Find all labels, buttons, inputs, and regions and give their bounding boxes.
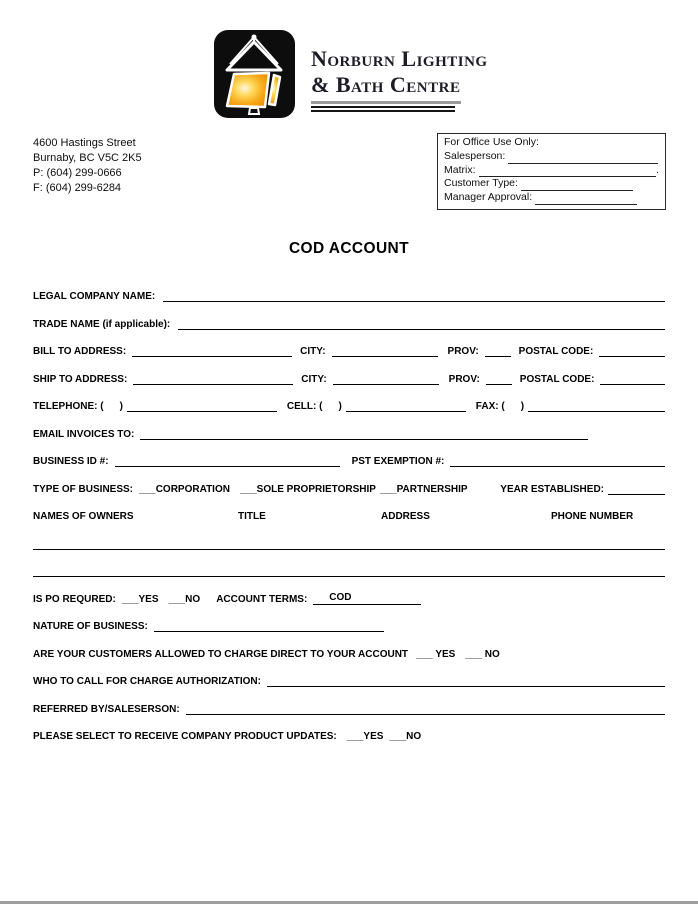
referred-by-row xyxy=(33,701,665,715)
lantern-icon xyxy=(214,30,295,118)
po-no-option[interactable]: ___NO xyxy=(168,593,201,605)
customer-type-field[interactable] xyxy=(521,179,633,191)
legal-name-field[interactable] xyxy=(163,289,665,302)
salesperson-label: Salesperson: xyxy=(444,149,506,162)
ship-to-row xyxy=(33,371,665,385)
business-id-label: BUSINESS ID #: xyxy=(33,456,109,467)
legal-name-label: LEGAL COMPANY NAME: xyxy=(33,291,156,302)
trade-name-row xyxy=(33,316,665,330)
email-row xyxy=(33,426,665,440)
manager-approval-field[interactable] xyxy=(535,193,637,205)
charge-direct-row xyxy=(33,646,665,660)
pst-exemption-label: PST EXEMPTION #: xyxy=(351,456,445,467)
business-id-field[interactable] xyxy=(115,454,340,467)
bill-city-field[interactable] xyxy=(332,344,438,357)
manager-approval-label: Manager Approval: xyxy=(444,191,533,204)
cell-close-paren: ) xyxy=(338,401,342,412)
charge-no-option[interactable]: ___ NO xyxy=(465,648,500,660)
cell-label: CELL: ( xyxy=(286,401,323,412)
bill-to-row xyxy=(33,343,665,357)
fax-line: F: (604) 299-6284 xyxy=(33,182,122,194)
charge-authorization-label: WHO TO CALL FOR CHARGE AUTHORIZATION: xyxy=(33,676,261,687)
charge-authorization-field[interactable] xyxy=(267,674,665,687)
cell-field[interactable] xyxy=(346,399,466,412)
office-box-title: For Office Use Only: xyxy=(444,136,539,148)
customer-type-label: Customer Type: xyxy=(444,177,518,190)
contact-block xyxy=(33,136,142,196)
telephone-label: TELEPHONE: ( xyxy=(33,401,104,412)
bill-postal-label: POSTAL CODE: xyxy=(518,346,594,357)
norburn-logo xyxy=(214,30,295,118)
pst-exemption-field[interactable] xyxy=(450,454,665,467)
salesperson-field[interactable] xyxy=(508,152,658,164)
nature-of-business-label: NATURE OF BUSINESS: xyxy=(33,621,148,632)
account-terms-label: ACCOUNT TERMS: xyxy=(216,593,308,605)
bill-city-label: CITY: xyxy=(300,346,326,357)
form-body xyxy=(33,288,665,756)
phone-line: P: (604) 299-0666 xyxy=(33,167,122,179)
referred-by-field[interactable] xyxy=(186,702,665,715)
owners-header-row xyxy=(33,508,665,522)
type-option-partnership[interactable]: ___PARTNERSHIP xyxy=(379,483,468,495)
account-terms-field[interactable]: COD xyxy=(313,592,421,605)
type-option-sole-proprietorship[interactable]: ___SOLE PROPRIETORSHIP xyxy=(239,483,376,495)
email-label: EMAIL INVOICES TO: xyxy=(33,428,135,440)
nature-of-business-field[interactable] xyxy=(154,619,384,632)
charge-authorization-row xyxy=(33,673,665,687)
ship-city-label: CITY: xyxy=(301,373,327,385)
product-updates-row xyxy=(33,728,665,742)
fax-field[interactable] xyxy=(528,399,665,412)
charge-direct-label: ARE YOUR CUSTOMERS ALLOWED TO CHARGE DIRECT TO YOUR ACCOUNT xyxy=(33,648,409,660)
bill-to-label: BILL TO ADDRESS: xyxy=(33,346,127,357)
ship-to-label: SHIP TO ADDRESS: xyxy=(33,373,128,385)
office-use-box xyxy=(437,133,666,210)
bill-prov-field[interactable] xyxy=(485,344,511,357)
trade-name-label: TRADE NAME (if applicable): xyxy=(33,318,171,330)
business-id-row xyxy=(33,453,665,467)
ship-prov-label: PROV: xyxy=(448,373,480,385)
owners-header-phone: PHONE NUMBER xyxy=(551,511,634,522)
trade-name-field[interactable] xyxy=(178,317,665,330)
email-field[interactable] xyxy=(140,427,588,440)
brand-name xyxy=(311,46,488,114)
bill-prov-label: PROV: xyxy=(447,346,479,357)
ship-city-field[interactable] xyxy=(333,372,439,385)
year-established-field[interactable] xyxy=(608,482,665,495)
po-yes-option[interactable]: ___YES xyxy=(121,593,159,605)
fax-label: FAX: ( xyxy=(475,401,505,412)
bill-postal-field[interactable] xyxy=(599,344,665,357)
owners-row-2 xyxy=(33,563,665,577)
ship-to-address-field[interactable] xyxy=(133,372,293,385)
referred-by-label: REFERRED BY/SALESERSON: xyxy=(33,703,180,715)
owner-entry-field-2[interactable] xyxy=(33,564,665,577)
matrix-field[interactable] xyxy=(479,165,657,177)
fax-close-paren: ) xyxy=(520,401,525,412)
phone-row xyxy=(33,398,665,412)
charge-yes-option[interactable]: ___ YES xyxy=(416,648,456,660)
address-line-2: Burnaby, BC V5C 2K5 xyxy=(33,152,142,164)
owner-entry-field-1[interactable] xyxy=(33,537,665,550)
bill-to-address-field[interactable] xyxy=(132,344,292,357)
brand-divider xyxy=(311,101,461,112)
nature-of-business-row xyxy=(33,618,665,632)
telephone-field[interactable] xyxy=(127,399,277,412)
ship-postal-label: POSTAL CODE: xyxy=(519,373,595,385)
ship-postal-field[interactable] xyxy=(600,372,665,385)
owners-header-title: TITLE xyxy=(238,511,266,522)
product-updates-label: PLEASE SELECT TO RECEIVE COMPANY PRODUCT UPDATES: xyxy=(33,731,337,742)
po-required-row xyxy=(33,591,665,605)
legal-name-row xyxy=(33,288,665,302)
owners-header-names: NAMES OF OWNERS xyxy=(33,511,134,522)
updates-yes-option[interactable]: ___YES xyxy=(346,731,384,742)
owners-header-address: ADDRESS xyxy=(381,511,430,522)
updates-no-option[interactable]: ___NO xyxy=(389,731,422,742)
po-required-label: IS PO REQURED: xyxy=(33,593,116,605)
matrix-label: Matrix: xyxy=(444,163,476,176)
page-title: COD ACCOUNT xyxy=(288,240,410,257)
business-type-label: TYPE OF BUSINESS: xyxy=(33,483,134,495)
type-option-corporation[interactable]: ___CORPORATION xyxy=(139,483,230,495)
matrix-suffix: . xyxy=(656,163,659,176)
brand-line-1: Norburn Lighting xyxy=(311,46,488,71)
owners-row-1 xyxy=(33,536,665,550)
year-established-label: YEAR ESTABLISHED: xyxy=(500,483,604,495)
address-line-1: 4600 Hastings Street xyxy=(33,137,136,149)
business-type-row xyxy=(33,481,665,495)
brand-line-2: & Bath Centre xyxy=(311,72,461,97)
ship-prov-field[interactable] xyxy=(486,372,512,385)
telephone-close-paren: ) xyxy=(119,401,123,412)
